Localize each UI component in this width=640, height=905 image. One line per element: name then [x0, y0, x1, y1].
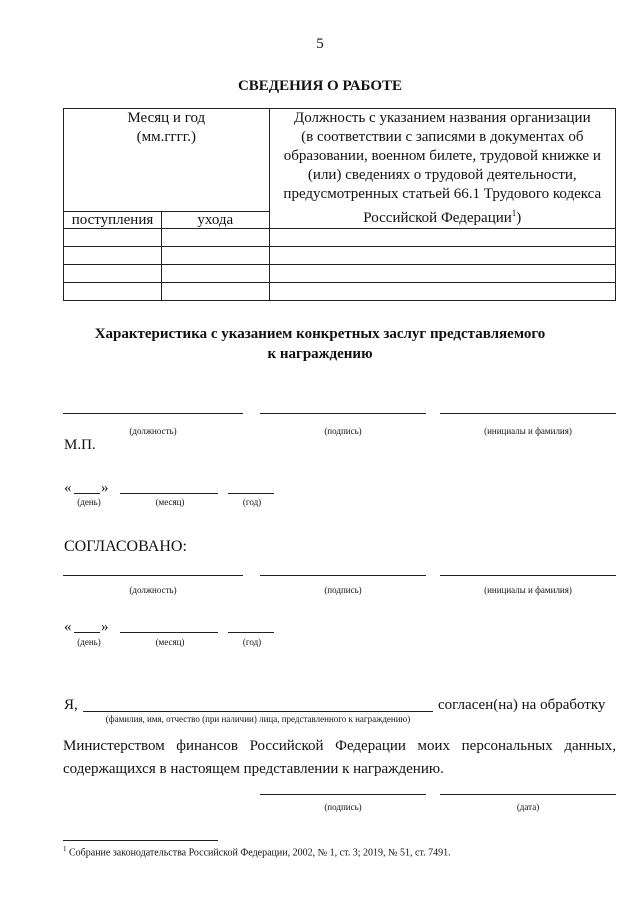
header-position-line: (или) сведениях о трудовой деятельности, — [307, 167, 577, 183]
cell-start[interactable] — [64, 229, 162, 247]
name-line[interactable] — [440, 413, 616, 414]
table-row[interactable] — [64, 265, 616, 283]
header-position-line: Должность с указанием названия организации — [293, 110, 591, 126]
month-line[interactable] — [120, 493, 218, 494]
month-line[interactable] — [120, 632, 218, 633]
characteristic-title-line: Характеристика с указанием конкретных заслуг представляемого — [94, 326, 546, 342]
cell-end[interactable] — [162, 283, 270, 301]
cell-end[interactable] — [162, 247, 270, 265]
cell-end[interactable] — [162, 229, 270, 247]
quote-open: « — [64, 619, 72, 635]
name-caption: (инициалы и фамилия) — [484, 426, 572, 436]
cell-start[interactable] — [64, 265, 162, 283]
month-caption: (месяц) — [155, 497, 185, 507]
name-caption: (инициалы и фамилия) — [484, 585, 572, 595]
year-caption: (год) — [242, 637, 262, 647]
cell-start[interactable] — [64, 247, 162, 265]
header-position-line: предусмотренных статьей 66.1 Трудового кодекса — [283, 186, 602, 202]
header-position — [269, 109, 615, 229]
section-title: СВЕДЕНИЯ О РАБОТЕ — [237, 78, 403, 94]
signature-line[interactable] — [260, 794, 426, 795]
position-line[interactable] — [63, 413, 243, 414]
position-caption: (должность) — [129, 585, 177, 595]
table-header-row — [64, 109, 616, 212]
footnote-text: Собрание законодательства Российской Федерации, 2002, № 1, ст. 3; 2019, № 51, ст. 7491. — [66, 847, 451, 859]
day-line[interactable] — [74, 493, 100, 494]
date-line[interactable] — [440, 794, 616, 795]
header-position-line: Российской Федерации — [363, 210, 512, 226]
cell-end[interactable] — [162, 265, 270, 283]
table-row[interactable] — [64, 229, 616, 247]
cell-position[interactable] — [269, 247, 615, 265]
quote-open: « — [64, 480, 72, 496]
year-line[interactable] — [228, 632, 274, 633]
month-caption: (месяц) — [155, 637, 185, 647]
year-line[interactable] — [228, 493, 274, 494]
date-caption: (дата) — [516, 802, 540, 812]
stamp-label: М.П. — [64, 437, 96, 453]
agreed-label: СОГЛАСОВАНО: — [64, 538, 187, 555]
name-line[interactable] — [440, 575, 616, 576]
subheader-start: поступления — [64, 212, 162, 229]
footnote-ref: 1 — [511, 208, 517, 218]
header-month-year-format: (мм.гггг.) — [136, 129, 196, 145]
characteristic-title — [0, 324, 640, 364]
footnote — [63, 845, 451, 858]
signature-line[interactable] — [260, 413, 426, 414]
signature-caption: (подпись) — [324, 426, 362, 436]
consent-paragraph: Министерством финансов Российской Федерации моих персональных данных, содержащихся в настоящем представлении к награждению. — [63, 738, 616, 777]
year-caption: (год) — [242, 497, 262, 507]
position-line[interactable] — [63, 575, 243, 576]
subheader-end: ухода — [162, 212, 270, 229]
header-position-line: (в соответствии с записями в документах об — [301, 129, 584, 145]
day-line[interactable] — [74, 632, 100, 633]
quote-close: » — [101, 480, 109, 496]
work-history-table — [63, 108, 616, 301]
signature-caption: (подпись) — [324, 802, 362, 812]
fio-line[interactable] — [83, 711, 433, 712]
page-number: 5 — [316, 36, 324, 52]
closing-paren: ) — [516, 210, 522, 226]
cell-position[interactable] — [269, 283, 615, 301]
cell-position[interactable] — [269, 229, 615, 247]
day-caption: (день) — [77, 497, 101, 507]
header-month-year-label: Месяц и год — [127, 110, 206, 126]
table-row[interactable] — [64, 283, 616, 301]
consent-pronoun: Я, — [64, 697, 78, 713]
cell-position[interactable] — [269, 265, 615, 283]
table-row[interactable] — [64, 247, 616, 265]
position-caption: (должность) — [129, 426, 177, 436]
characteristic-title-line: к награждению — [267, 346, 373, 362]
header-position-line: образовании, военном билете, трудовой книжке и — [283, 148, 601, 164]
footnote-mark: 1 — [63, 845, 67, 853]
header-position-line-last — [270, 204, 615, 228]
consent-agree-text: согласен(на) на обработку — [438, 697, 606, 713]
quote-close: » — [101, 619, 109, 635]
signature-line[interactable] — [260, 575, 426, 576]
day-caption: (день) — [77, 637, 101, 647]
header-month-year — [64, 109, 270, 212]
cell-start[interactable] — [64, 283, 162, 301]
signature-caption: (подпись) — [324, 585, 362, 595]
footnote-divider — [63, 840, 218, 841]
fio-caption: (фамилия, имя, отчество (при наличии) лица, представленного к награждению) — [105, 714, 411, 724]
